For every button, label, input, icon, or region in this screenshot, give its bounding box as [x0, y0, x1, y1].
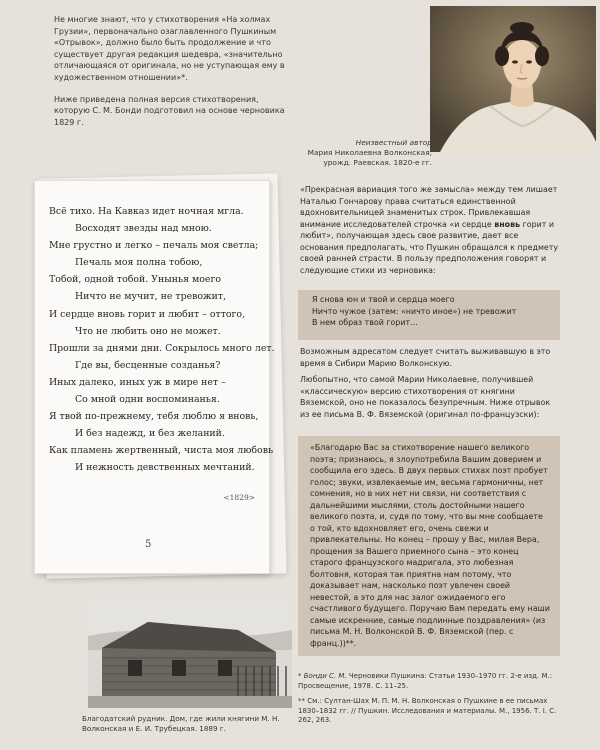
intro-paragraph-2: Ниже приведена полная версия стихотворения, которую С. М. Бонди подготовил на основе черновика 1829 г. — [54, 94, 285, 127]
poem-line: Всё тихо. На Кавказ идет ночная мгла. — [49, 206, 244, 217]
intro-paragraph-1: Не многие знают, что у стихотворения «На холмах Грузии», первоначально озаглавленного Пушкиным «Отрывок», должно было быть продолжение и что существует другая редакция шедевра, «значительно отличающаяся от оригинала, но не уступающая ему в художественном отношении»*. — [54, 15, 285, 82]
footnote-1-author: Бонди С. М. — [303, 672, 347, 680]
poem-line: Тобой, одной тобой. Унынья моего — [49, 274, 222, 286]
poem-line: Восходят звезды над мною. — [75, 223, 212, 235]
portrait-volkonskaya — [430, 6, 596, 152]
footnote-2-text: См.: Султан-Шах М. П. М. Н. Волконская о Пушкине в ее письмах 1830–1832 гг. // Пушкин. Исследования и материалы. М., 1956. Т. I. С. 262, 263. — [298, 697, 557, 725]
draft-quote-box — [298, 290, 560, 340]
poem-line: Как пламень жертвенный, чиста моя любовь — [49, 445, 274, 457]
poem-line: Ничто не мучит, не тревожит, — [75, 291, 227, 303]
poem — [49, 203, 275, 477]
right-paragraph-1-text — [300, 184, 560, 276]
poem-line: И нежность девственных мечтаний. — [75, 462, 255, 474]
right-paragraph-3-text: Любопытно, что самой Марии Николаевне, получившей «классическую» версию стихотворения от княгини Вяземской, оно не показалось безупречным. Ниже отрывок из ее письма В. Ф. Вяземской (оригинал по-французски): — [300, 375, 551, 419]
intro-text — [54, 14, 294, 138]
draft-quote-line: Я снова юн и твой и сердца моего — [312, 295, 455, 304]
poem-line: Где вы, бесценные созданья? — [75, 359, 221, 371]
portrait-caption-title: Мария Николаевна Волконская, урожд. Раевская. 1820-е гг. — [307, 148, 432, 167]
letter-quote-text: «Благодарю Вас за стихотворение нашего великого поэта; признаюсь, я злоупотребила Вашим доверием и сообщила его здесь. В двух первых стихах поэт пробует голос; звуки, извлекаемые им, весьма гармоничны, нет сомнения, но в них нет ни связи, ни соответствия с дальнейшими мыслями, столь достойными нашего великого поэта, и, судя по тому, что вы мне сообщаете о той, кто вдохновляет его, очень свежи и привлекательны. Но конец – прошу у Вас, милая Вера, прощения за Вашего приемного сына – это конец старого французского мадригала, это любезная болтовня, которая так приятна нам потому, что доказывает нам, насколько поэт увлечен своей невестой, а это для нас залог ожидаемого его счастливого будущего. Поручаю Вам передать ему наши самые искренние, самые подлинные поздравления» (из письма М. Н. Волконской В. Ф. Вяземской (пер. с франц.))**. — [310, 443, 550, 648]
right-paragraph-3 — [300, 374, 560, 420]
footnote-1-text: Черновики Пушкина: Статьи 1930–1970 гг. 2-е изд. М.: Просвещение, 1978. С. 11–25. — [298, 672, 553, 690]
poem-line: Я твой по-прежнему, тебя люблю я вновь, — [49, 411, 259, 423]
house-image — [88, 600, 292, 708]
footnote-1 — [298, 672, 560, 691]
right-paragraph-1 — [300, 184, 560, 276]
poem-line: Прошли за днями дни. Сокрылось много лет. — [49, 342, 275, 354]
poem-date: <1829> — [223, 493, 255, 502]
right-paragraph-2 — [300, 346, 560, 369]
para1-part-a: «Прекрасная вариация того же замысла» между тем лишает Наталью Гончарову права считаться единственной вдохновительницей знаменитых строк. Привлекавшая внимание исследователей строчка «и сердце — [300, 185, 558, 229]
draft-quote-line: Ничто чужое (затем: «ничто иное») не тревожит — [312, 306, 517, 316]
poem-line: Со мной одни воспоминанья. — [75, 394, 220, 406]
poem-line: Мне грустно и легко – печаль моя светла; — [49, 240, 259, 252]
poem-line: Печаль моя полна тобою, — [75, 257, 203, 269]
poem-line: Что не любить оно не может. — [75, 325, 221, 337]
portrait-image — [430, 6, 596, 152]
portrait-caption-author: Неизвестный автор — [355, 138, 432, 147]
poem-line: И сердце вновь горит и любит – оттого, — [49, 308, 246, 320]
footnote-2-mark: ** — [298, 697, 308, 706]
poem-line: И без надежд, и без желаний. — [75, 428, 225, 440]
draft-quote-line: В нем образ твой горит… — [312, 318, 418, 327]
footnote-1-mark: * — [298, 672, 304, 680]
house-photo — [88, 600, 292, 708]
poem-sheet — [34, 180, 275, 574]
letter-quote-box — [298, 436, 560, 656]
right-paragraph-2-text: Возможным адресатом следует считать выживавшую в это время в Сибири Марию Волконскую. — [300, 347, 551, 368]
page-number: 5 — [145, 539, 152, 550]
poem-line: Иных далеко, иных уж в мире нет – — [49, 376, 226, 388]
para1-bold-word: вновь — [494, 219, 521, 229]
footnotes — [298, 672, 560, 732]
portrait-caption — [300, 138, 432, 168]
photo-caption: Благодатский рудник. Дом, где жили княгини М. Н. Волконская и Е. И. Трубецкая. 1889 г. — [82, 714, 280, 733]
footnote-2 — [298, 697, 560, 726]
para1-part-b: горит и любит», получающая здесь свое развитие, дает все основания предполагать, что Пушкин обращался к предмету своей ранней страсти. В пользу предположения говорят и следующие стихи из черновика: — [300, 219, 559, 275]
